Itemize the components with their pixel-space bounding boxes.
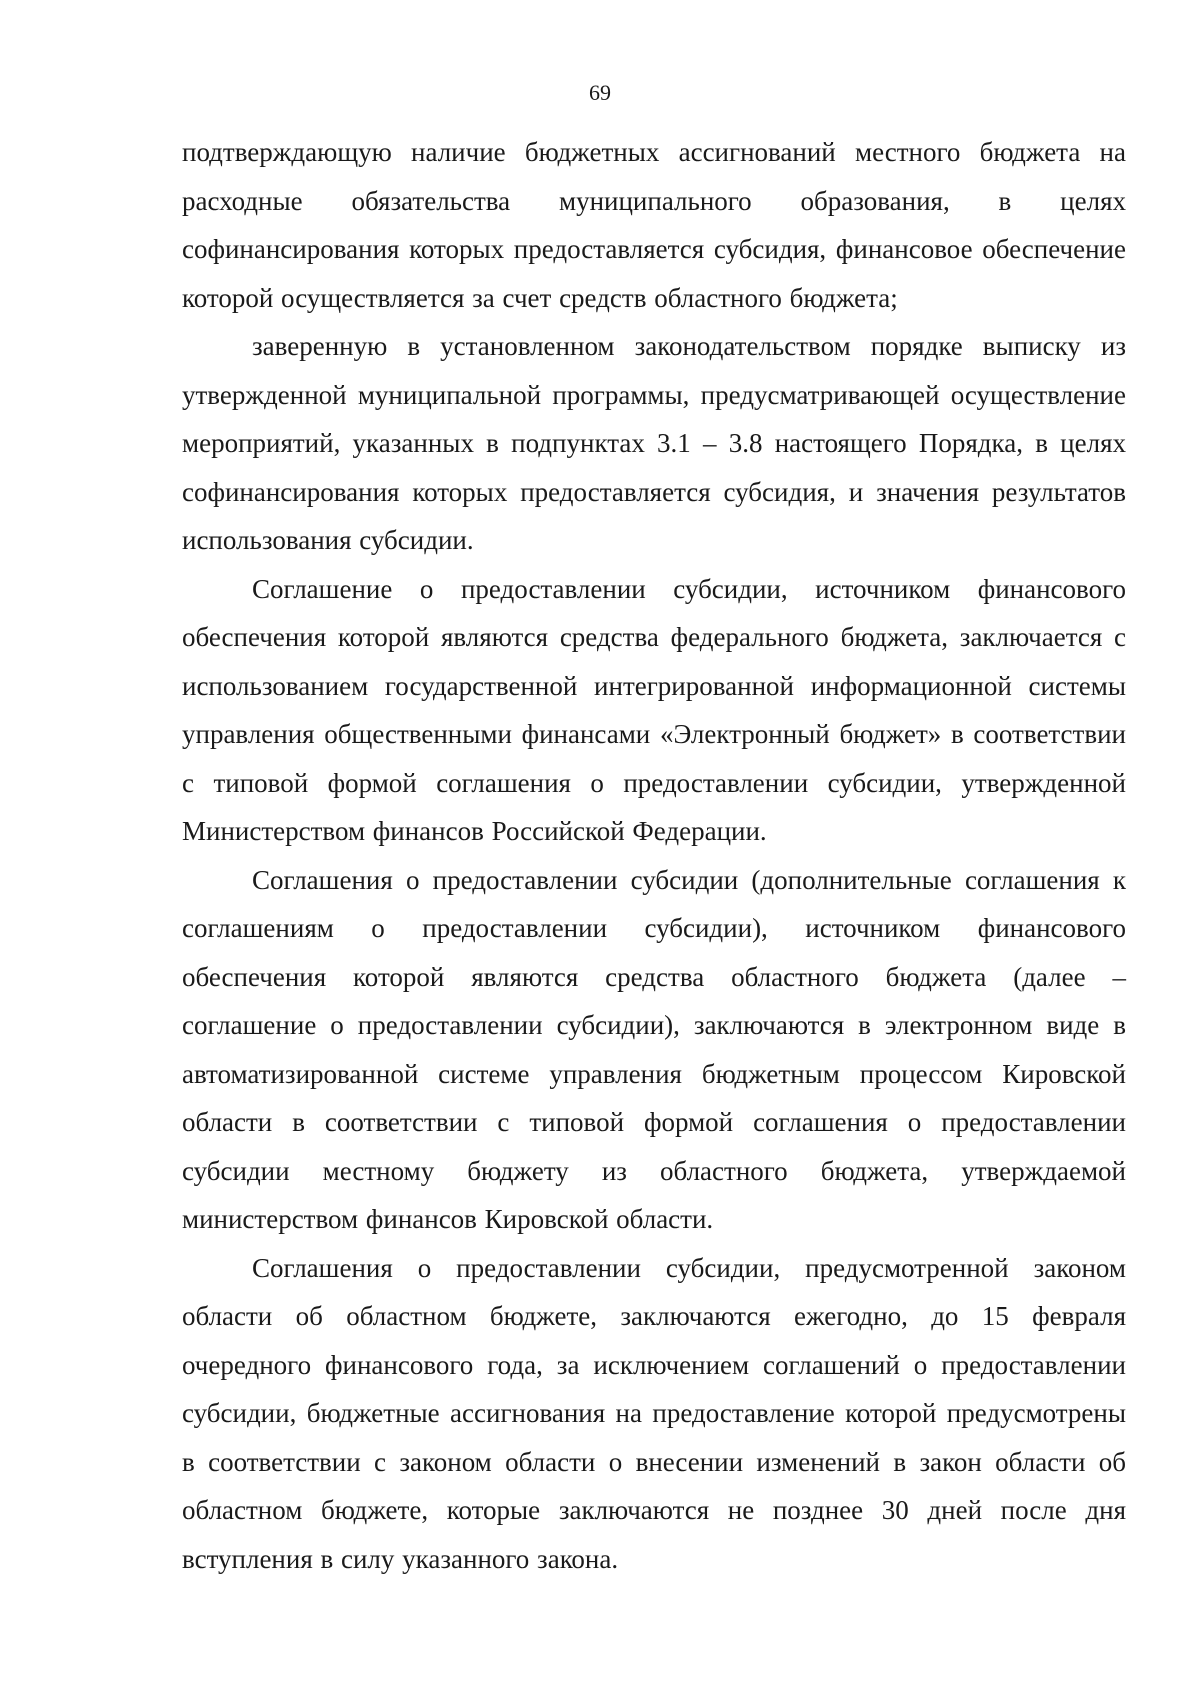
paragraph-federal-agreement: Соглашение о предоставлении субсидии, источником финансового обеспечения которой являются средства федерального бюджета, заключается с использованием государственной интегрированной информационной системы управления общественными финансами «Электронный бюджет» в соответствии с типовой формой соглашения о предоставлении субсидии, утвержденной Министерством финансов Российской Федерации. (182, 573, 1126, 846)
paragraph-budget-confirmation: подтверждающую наличие бюджетных ассигнований местного бюджета на расходные обязательства муниципального образования, в целях софинансирования которых предоставляется субсидия, финансовое обеспечение которой осуществляется за счет средств областного бюджета; (182, 137, 1126, 313)
paragraph-program-extract: заверенную в установленном законодательством порядке выписку из утвержденной муниципальной программы, предусматривающей осуществление мероприятий, указанных в подпунктах 3.1 – 3.8 настоящего Порядка, в целях софинансирования которых предоставляется субсидия, и значения результатов использования субсидии. (182, 331, 1126, 555)
page-number: 69 (589, 80, 611, 105)
document-body (182, 128, 1126, 1583)
paragraph-regional-agreement: Соглашения о предоставлении субсидии (дополнительные соглашения к соглашениям о предоставлении субсидии), источником финансового обеспечения которой являются средства областного бюджета (далее – соглашение о предоставлении субсидии), заключаются в электронном виде в автоматизированной системе управления бюджетным процессом Кировской области в соответствии с типовой формой соглашения о предоставлении субсидии местному бюджету из областного бюджета, утверждаемой министерством финансов Кировской области. (182, 864, 1126, 1234)
paragraph-agreement-deadline: Соглашения о предоставлении субсидии, предусмотренной законом области об областном бюджете, заключаются ежегодно, до 15 февраля очередного финансового года, за исключением соглашений о предоставлении субсидии, бюджетные ассигнования на предоставление которой предусмотрены в соответствии с законом области о внесении изменений в закон области об областном бюджете, которые заключаются не позднее 30 дней после дня вступления в силу указанного закона. (182, 1252, 1126, 1574)
